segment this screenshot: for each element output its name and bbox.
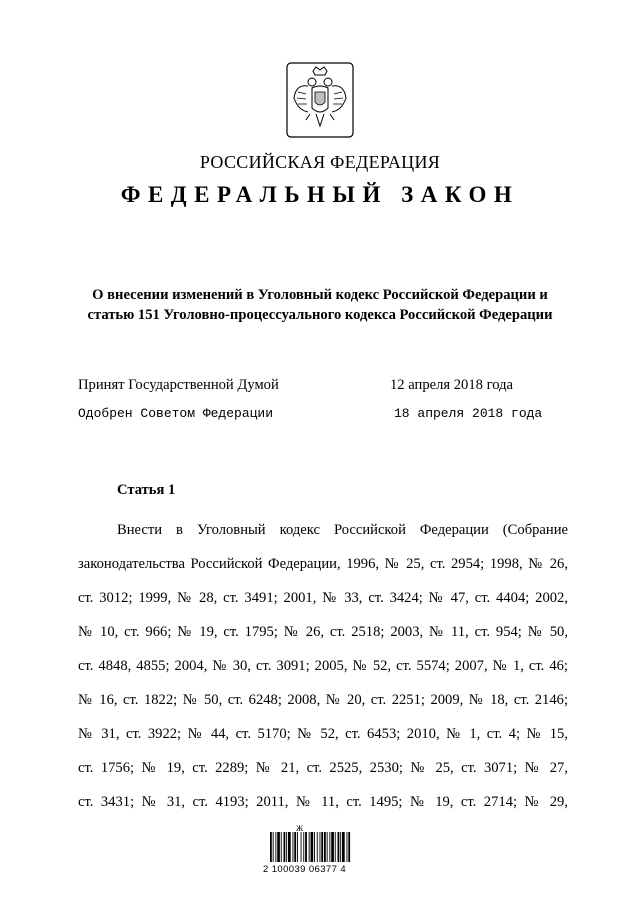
barcode-bar [270,832,272,862]
barcode-mark: Ж [296,824,304,833]
duma-adoption-row [78,377,558,394]
subject-line: О внесении изменений в Уголовный кодекс Российской Федерации и [92,287,548,303]
body-line: № 16, ст. 1822; № 50, ст. 6248; 2008, № 20, ст. 2251; 2009, № 18, ст. 2146; [78,692,568,708]
law-subject [60,285,580,325]
barcode-bar [320,832,321,862]
barcode-bar [309,832,310,862]
barcode-bar [284,832,286,862]
barcode-bar [286,832,287,862]
barcode-bar [348,832,350,862]
barcode-bar [311,832,314,862]
barcode [269,826,351,866]
council-date: 18 апреля 2018 года [394,406,543,421]
barcode-bar [340,832,341,862]
barcode-bar [305,832,307,862]
barcode-number: 2 100039 06377 4 [263,864,347,875]
barcode-bar [314,832,315,862]
barcode-bar [293,832,294,862]
body-line: ст. 1756; № 19, ст. 2289; № 21, ст. 2525, 2530; № 25, ст. 3071; № 27, [78,760,568,776]
duma-label: Принят Государственной Думой [78,377,279,393]
barcode-bar [327,832,328,862]
body-line: № 31, ст. 3922; № 44, ст. 5170; № 52, ст. 6453; 2010, № 1, ст. 4; № 15, [78,726,568,742]
barcode-bar [317,832,318,862]
barcode-bar [288,832,291,862]
body-line: Внести в Уголовный кодекс Российской Федерации (Собрание [117,522,568,538]
barcode-bar [275,832,276,862]
coat-of-arms-emblem [286,62,354,138]
body-line: ст. 3431; № 31, ст. 4193; 2011, № 11, ст. 1495; № 19, ст. 2714; № 29, [78,794,568,810]
body-line: ст. 4848, 4855; 2004, № 30, ст. 3091; 2005, № 52, ст. 5574; 2007, № 1, ст. 46; [78,658,568,674]
barcode-bar [273,832,274,862]
barcode-bar [329,832,330,862]
article-body [78,513,568,819]
barcode-bar [281,832,282,862]
barcode-bar [294,832,296,862]
body-line: № 10, ст. 966; № 19, ст. 1795; № 26, ст. 2518; 2003, № 11, ст. 954; № 50, [78,624,568,640]
barcode-bar [277,832,280,862]
barcode-bar [301,832,302,862]
barcode-bar [297,832,298,862]
barcode-bar [324,832,326,862]
barcode-bar [331,832,334,862]
body-line: ст. 3012; 1999, № 28, ст. 3491; 2001, № 33, ст. 3424; № 47, ст. 4404; 2002, [78,590,568,606]
barcode-bar [338,832,340,862]
barcode-bar [347,832,348,862]
council-approval-row [78,406,558,421]
barcode-bar [321,832,323,862]
duma-date: 12 апреля 2018 года [390,377,513,393]
barcode-bar [303,832,304,862]
council-label: Одобрен Советом Федерации [78,406,274,421]
barcode-bar [335,832,336,862]
article-heading: Статья 1 [117,482,176,498]
subject-line: статью 151 Уголовно-процессуального кодекса Российской Федерации [87,307,553,323]
body-line: законодательства Российской Федерации, 1996, № 25, ст. 2954; 1998, № 26, [78,556,568,572]
country-name: РОССИЙСКАЯ ФЕДЕРАЦИЯ [199,152,441,172]
document-type-title: ФЕДЕРАЛЬНЫЙ ЗАКОН [120,182,520,207]
barcode-bar [342,832,345,862]
